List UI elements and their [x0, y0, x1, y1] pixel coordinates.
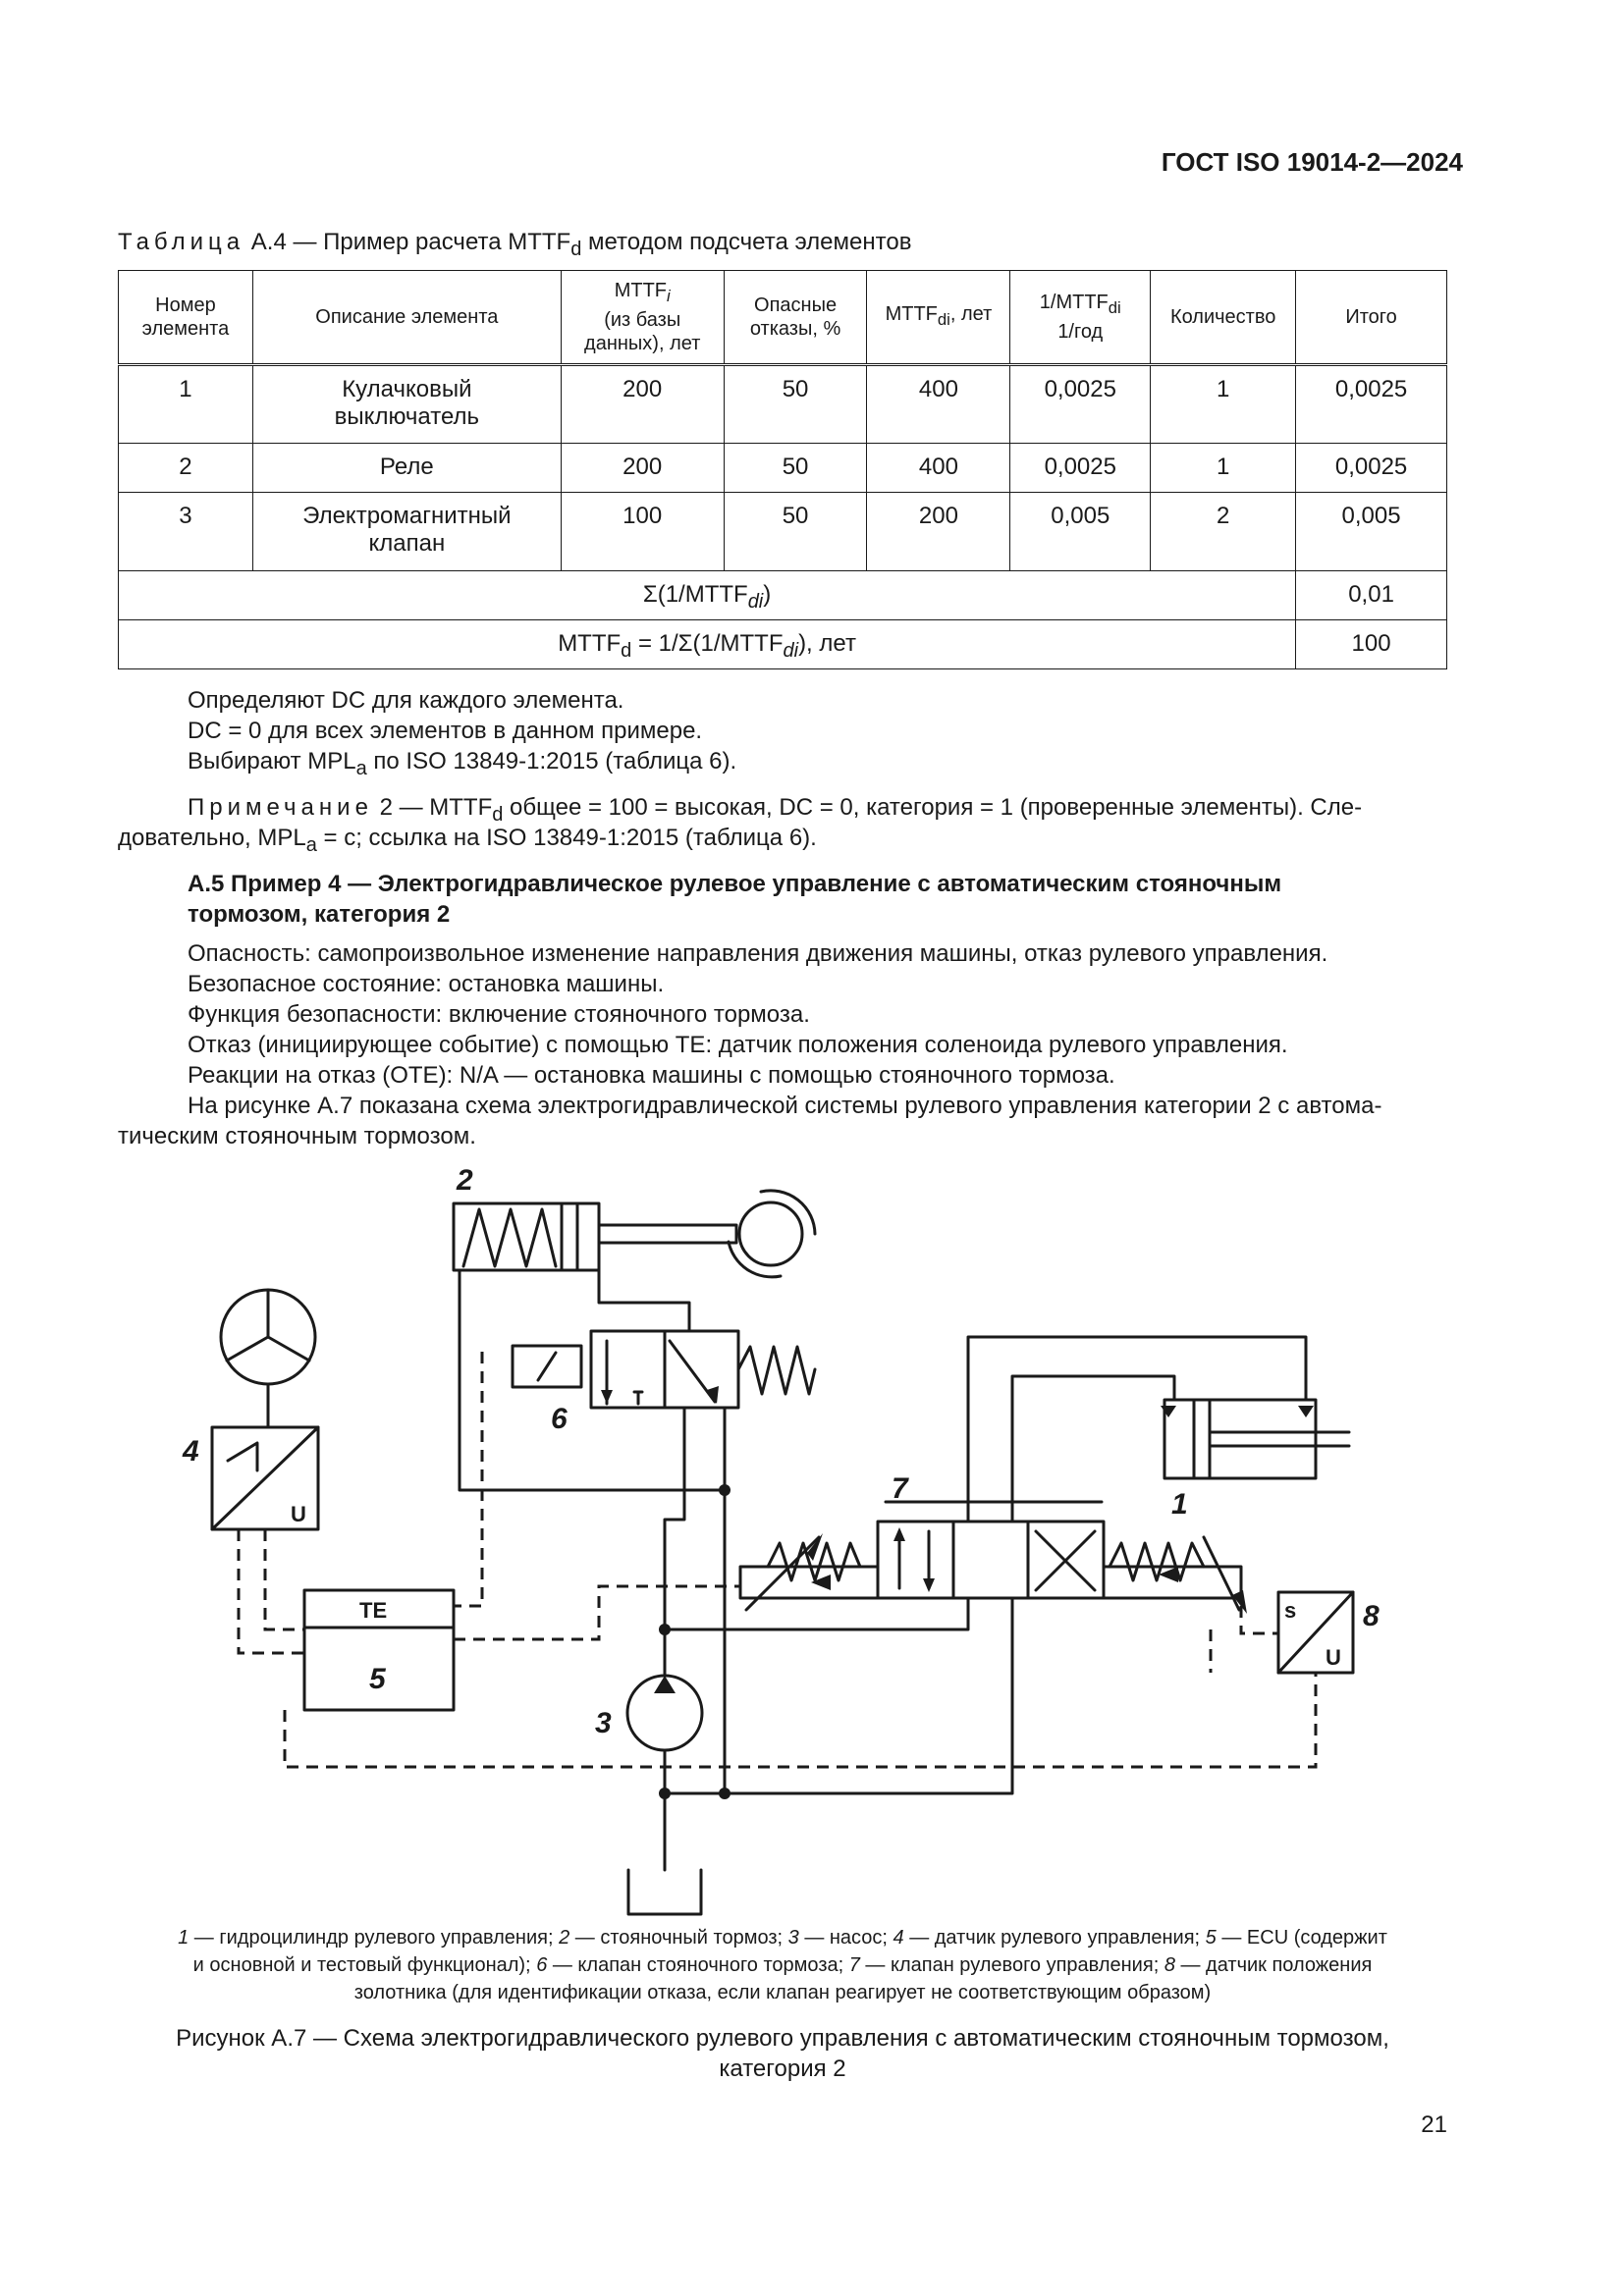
figure-legend: 1 — гидроцилиндр рулевого управления; 2 — стояночный тормоз; 3 — насос; 4 — датчик рулевого управления; 5 — ECU (содержит и основной и тестовый функционал); 6 — клапан стояночного тормоза; 7 — клапан рулевого управления; 8 — датчик положения золотника (для идентификации отказа, если клапан реагирует не соответствующим образом): [178, 1927, 1387, 2003]
tank: [628, 1870, 701, 1914]
standard-designation: ГОСТ ISO 19014-2—2024: [1161, 147, 1463, 177]
section-line: Реакции на отказ (OTE): N/A — остановка машины с помощью стояночного тормоза.: [188, 1062, 1115, 1089]
result-value: 100: [1296, 620, 1447, 669]
header-qty: Количество: [1151, 271, 1296, 365]
cell-qty: 2: [1151, 493, 1296, 571]
cell-num: 3: [119, 493, 253, 571]
cell-desc: Реле: [252, 444, 561, 493]
label-s8: s: [1284, 1598, 1297, 1623]
header-num: Номер элемента: [119, 271, 253, 365]
label-te: TE: [359, 1598, 388, 1623]
label-u8: U: [1326, 1645, 1341, 1670]
cell-total: 0,0025: [1296, 444, 1447, 493]
cell-mttfdi: 400: [867, 365, 1010, 444]
sum-label: $\Sigma(1/MTTF_{di})$: [119, 571, 1296, 620]
cell-total: 0,0025: [1296, 365, 1447, 444]
result-label: $MTTF_d$ = $1/\Sigma(1/MTTF_{di})$, лет: [119, 620, 1296, 669]
header-desc: Описание элемента: [252, 271, 561, 365]
cell-qty: 1: [1151, 444, 1296, 493]
table-caption: Таблица А.4 — Пример расчета $MTTF_d$ методом подсчета элементов: [118, 229, 912, 260]
header-mttfdi: $MTTF_{di}$, лет: [867, 271, 1010, 365]
section-line: Безопасное состояние: остановка машины.: [188, 971, 665, 997]
cell-dangerous: 50: [724, 444, 867, 493]
note-line2: довательно, $MPL_a = c$; ссылка на ISO 13849-1:2015 (таблица 6).: [118, 825, 817, 856]
label-6: 6: [551, 1403, 568, 1435]
label-4: 4: [183, 1435, 199, 1468]
cell-mttfi: 200: [561, 365, 724, 444]
cell-dangerous: 50: [724, 493, 867, 571]
cell-inverse: 0,005: [1010, 493, 1151, 571]
cell-desc: Электромагнитный клапан: [252, 493, 561, 571]
cell-num: 1: [119, 365, 253, 444]
after-table-line1: Определяют DC для каждого элемента.: [188, 687, 624, 714]
steering-valve-7: [878, 1522, 1104, 1598]
header-inverse: $1/MTTF_{di}$ 1/год: [1010, 271, 1151, 365]
note-line1: Примечание 2 — $MTTF_d$ общее = 100 = высокая, DC = 0, категория = 1 (проверенные элементы). Сле-: [188, 794, 1363, 826]
cell-mttfi: 200: [561, 444, 724, 493]
header-mttfi: $MTTF_i$ (из базы данных), лет: [561, 271, 724, 365]
cell-desc: Кулачковый выключатель: [252, 365, 561, 444]
label-3: 3: [595, 1707, 612, 1739]
cell-total: 0,005: [1296, 493, 1447, 571]
cell-qty: 1: [1151, 365, 1296, 444]
cell-mttfi: 100: [561, 493, 724, 571]
section-heading-line2: тормозом, категория 2: [188, 901, 451, 928]
section-line: Отказ (инициирующее событие) с помощью TE: датчик положения соленоида рулевого управления.: [188, 1032, 1288, 1058]
section-line: Опасность: самопроизвольное изменение направления движения машины, отказ рулевого управления.: [188, 940, 1328, 967]
label-2: 2: [457, 1164, 473, 1197]
cell-mttfdi: 200: [867, 493, 1010, 571]
section-line: Функция безопасности: включение стояночного тормоза.: [188, 1001, 810, 1028]
section-line: тическим стояночным тормозом.: [118, 1123, 476, 1149]
page-number: 21: [1421, 2111, 1447, 2138]
cell-num: 2: [119, 444, 253, 493]
label-u4: U: [291, 1502, 306, 1526]
label-7: 7: [892, 1472, 908, 1505]
section-line: На рисунке А.7 показана схема электрогидравлической системы рулевого управления категории 2 с автома-: [188, 1093, 1382, 1119]
cell-inverse: 0,0025: [1010, 444, 1151, 493]
cell-mttfdi: 400: [867, 444, 1010, 493]
label-5: 5: [369, 1663, 386, 1695]
cell-inverse: 0,0025: [1010, 365, 1151, 444]
steering-cylinder: [1164, 1400, 1316, 1478]
sum-value: 0,01: [1296, 571, 1447, 620]
brake-drum: [739, 1202, 802, 1265]
after-table-line3: Выбирают $MPL_a$ по ISO 13849-1:2015 (таблица 6).: [188, 748, 737, 779]
header-total: Итого: [1296, 271, 1447, 365]
figure-caption: Рисунок А.7 — Схема электрогидравлического рулевого управления с автоматическим стояночным тормозом, категория 2: [176, 2025, 1389, 2082]
section-heading-line1: А.5 Пример 4 — Электрогидравлическое рулевое управление с автоматическим стояночным: [188, 871, 1282, 897]
label-1: 1: [1171, 1488, 1188, 1521]
label-8: 8: [1363, 1600, 1380, 1632]
after-table-line2: DC = 0 для всех элементов в данном примере.: [188, 718, 703, 744]
header-dangerous: Опасные отказы, %: [724, 271, 867, 365]
cell-dangerous: 50: [724, 365, 867, 444]
